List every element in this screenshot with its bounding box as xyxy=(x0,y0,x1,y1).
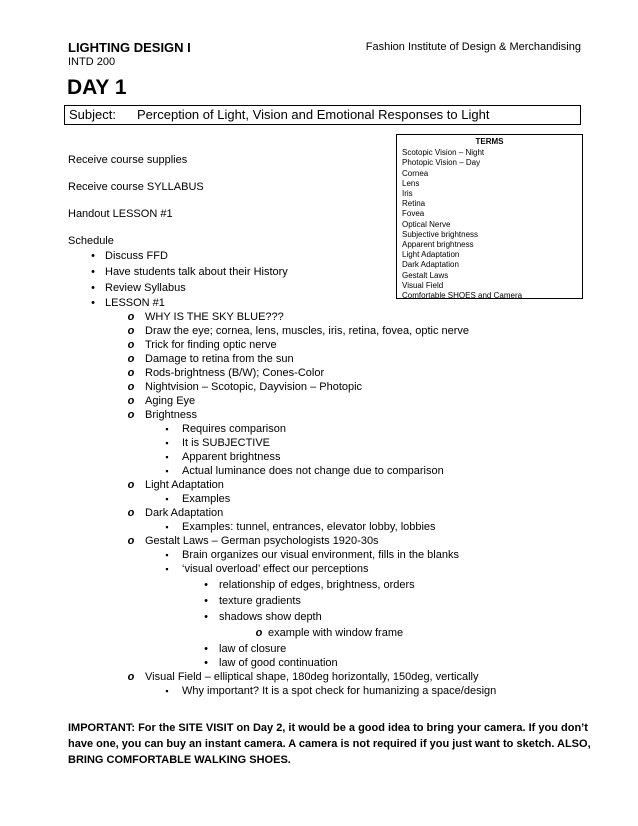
outline-item-label: shadows show depth xyxy=(219,611,322,623)
circle-bullet-icon: o xyxy=(127,535,135,547)
outline-item-label: Draw the eye; cornea, lens, muscles, iris, retina, fovea, optic nerve xyxy=(145,325,470,337)
square-bullet-icon: ▪ xyxy=(165,494,169,504)
bullet-icon: • xyxy=(91,282,95,294)
circle-bullet-icon: o xyxy=(127,339,135,351)
bullet-icon: • xyxy=(91,266,95,278)
term-item: Fovea xyxy=(402,209,425,219)
term-item: Retina xyxy=(402,199,426,209)
square-bullet-icon: ▪ xyxy=(165,452,169,462)
circle-bullet-icon: o xyxy=(127,325,135,337)
circle-bullet-icon: o xyxy=(127,381,135,393)
term-item: Visual Field xyxy=(402,280,444,290)
outline-item-label: Nightvision – Scotopic, Dayvision – Photopic xyxy=(145,381,363,393)
circle-bullet-icon: o xyxy=(127,479,135,491)
school-name: Fashion Institute of Design & Merchandising xyxy=(365,41,581,53)
subject-label: Subject: xyxy=(69,107,116,122)
square-bullet-icon: ▪ xyxy=(165,686,169,696)
outline-item-label: Trick for finding optic nerve xyxy=(145,339,277,351)
outline-item-label: Aging Eye xyxy=(145,395,196,407)
outline-item-label: texture gradients xyxy=(219,595,301,607)
circle-bullet-icon: o xyxy=(127,507,135,519)
term-item: Gestalt Laws xyxy=(402,270,449,280)
square-bullet-icon: ▪ xyxy=(165,522,169,532)
outline-item-label: Gestalt Laws – German psychologists 1920-30s xyxy=(145,535,379,547)
subject-text: Perception of Light, Vision and Emotional Responses to Light xyxy=(137,107,490,122)
square-bullet-icon: ▪ xyxy=(165,550,169,560)
outline-item-label: Why important? It is a spot check for humanizing a space/design xyxy=(182,685,497,697)
terms-list xyxy=(402,148,577,301)
outline-item-label: law of closure xyxy=(219,643,287,655)
outline-item-label: Brightness xyxy=(145,409,197,421)
course-code: INTD 200 xyxy=(68,56,116,68)
subject-bar xyxy=(64,105,581,125)
term-item: Cornea xyxy=(402,168,429,178)
outline-item-label: ‘visual overload’ effect our perceptions xyxy=(182,563,369,575)
square-bullet-icon: ▪ xyxy=(165,438,169,448)
important-note: IMPORTANT: For the SITE VISIT on Day 2, it would be a good idea to bring your camera. If you don’t have one, you can buy an instant camera. A camera is not required if you just want to sketch. ALSO, BRING COMFORTABLE WALKING SHOES. xyxy=(68,722,591,766)
term-item: Scotopic Vision – Night xyxy=(402,148,485,158)
term-item: Apparent brightness xyxy=(402,240,474,250)
circle-bullet-icon: o xyxy=(127,395,135,407)
square-bullet-icon: ▪ xyxy=(165,466,169,476)
schedule-item-label: Review Syllabus xyxy=(105,282,186,294)
term-item: Comfortable SHOES and Camera xyxy=(402,291,523,301)
outline-item-label: Light Adaptation xyxy=(145,479,224,491)
intro-line-handout: Handout LESSON #1 xyxy=(68,208,173,220)
outline-item-label: Rods-brightness (B/W); Cones-Color xyxy=(145,367,325,379)
outline-item-label: Brain organizes our visual environment, fills in the blanks xyxy=(182,549,459,561)
term-item: Subjective brightness xyxy=(402,229,479,239)
schedule-title: Schedule xyxy=(68,235,114,247)
terms-box xyxy=(396,134,583,299)
bullet-icon: • xyxy=(204,579,208,591)
circle-bullet-icon: o xyxy=(127,353,135,365)
term-item: Photopic Vision – Day xyxy=(402,158,481,168)
intro-line-supplies: Receive course supplies xyxy=(68,154,188,166)
outline-item-label: law of good continuation xyxy=(219,657,338,669)
outline-item-label: Examples xyxy=(182,493,231,505)
outline-item-label: Requires comparison xyxy=(182,423,286,435)
circle-bullet-icon: o xyxy=(255,627,263,639)
bullet-icon: • xyxy=(204,611,208,623)
outline-item-label: example with window frame xyxy=(268,627,404,639)
schedule-item-label: Discuss FFD xyxy=(105,250,168,262)
square-bullet-icon: ▪ xyxy=(165,564,169,574)
outline-item-label: Damage to retina from the sun xyxy=(145,353,294,365)
terms-title: TERMS xyxy=(475,137,504,146)
bullet-icon: • xyxy=(91,250,95,262)
circle-bullet-icon: o xyxy=(127,367,135,379)
circle-bullet-icon: o xyxy=(127,671,135,683)
term-item: Optical Nerve xyxy=(402,219,451,229)
bullet-icon: • xyxy=(204,643,208,655)
outline-item-label: Dark Adaptation xyxy=(145,507,224,519)
outline-item-label: Apparent brightness xyxy=(182,451,281,463)
outline-item-label: WHY IS THE SKY BLUE??? xyxy=(145,311,284,323)
day-title: DAY 1 xyxy=(67,76,127,99)
circle-bullet-icon: o xyxy=(127,409,135,421)
course-title: LIGHTING DESIGN I xyxy=(68,40,191,55)
circle-bullet-icon: o xyxy=(127,311,135,323)
term-item: Dark Adaptation xyxy=(402,260,459,270)
square-bullet-icon: ▪ xyxy=(165,424,169,434)
outline-item-label: Actual luminance does not change due to comparison xyxy=(182,465,444,477)
outline-item-label: Visual Field – elliptical shape, 180deg horizontally, 150deg, vertically xyxy=(145,671,479,683)
bullet-icon: • xyxy=(91,297,95,309)
term-item: Lens xyxy=(402,178,420,188)
intro-line-syllabus: Receive course SYLLABUS xyxy=(68,181,204,193)
schedule-item-label: Have students talk about their History xyxy=(105,266,288,278)
term-item: Light Adaptation xyxy=(402,250,460,260)
outline-item-label: It is SUBJECTIVE xyxy=(182,437,271,449)
outline-item-label: Examples: tunnel, entrances, elevator lobby, lobbies xyxy=(182,521,436,533)
outline-item-label: relationship of edges, brightness, orders xyxy=(219,579,415,591)
term-item: Iris xyxy=(402,189,413,199)
bullet-icon: • xyxy=(204,657,208,669)
schedule-item-label: LESSON #1 xyxy=(105,297,165,309)
bullet-icon: • xyxy=(204,595,208,607)
